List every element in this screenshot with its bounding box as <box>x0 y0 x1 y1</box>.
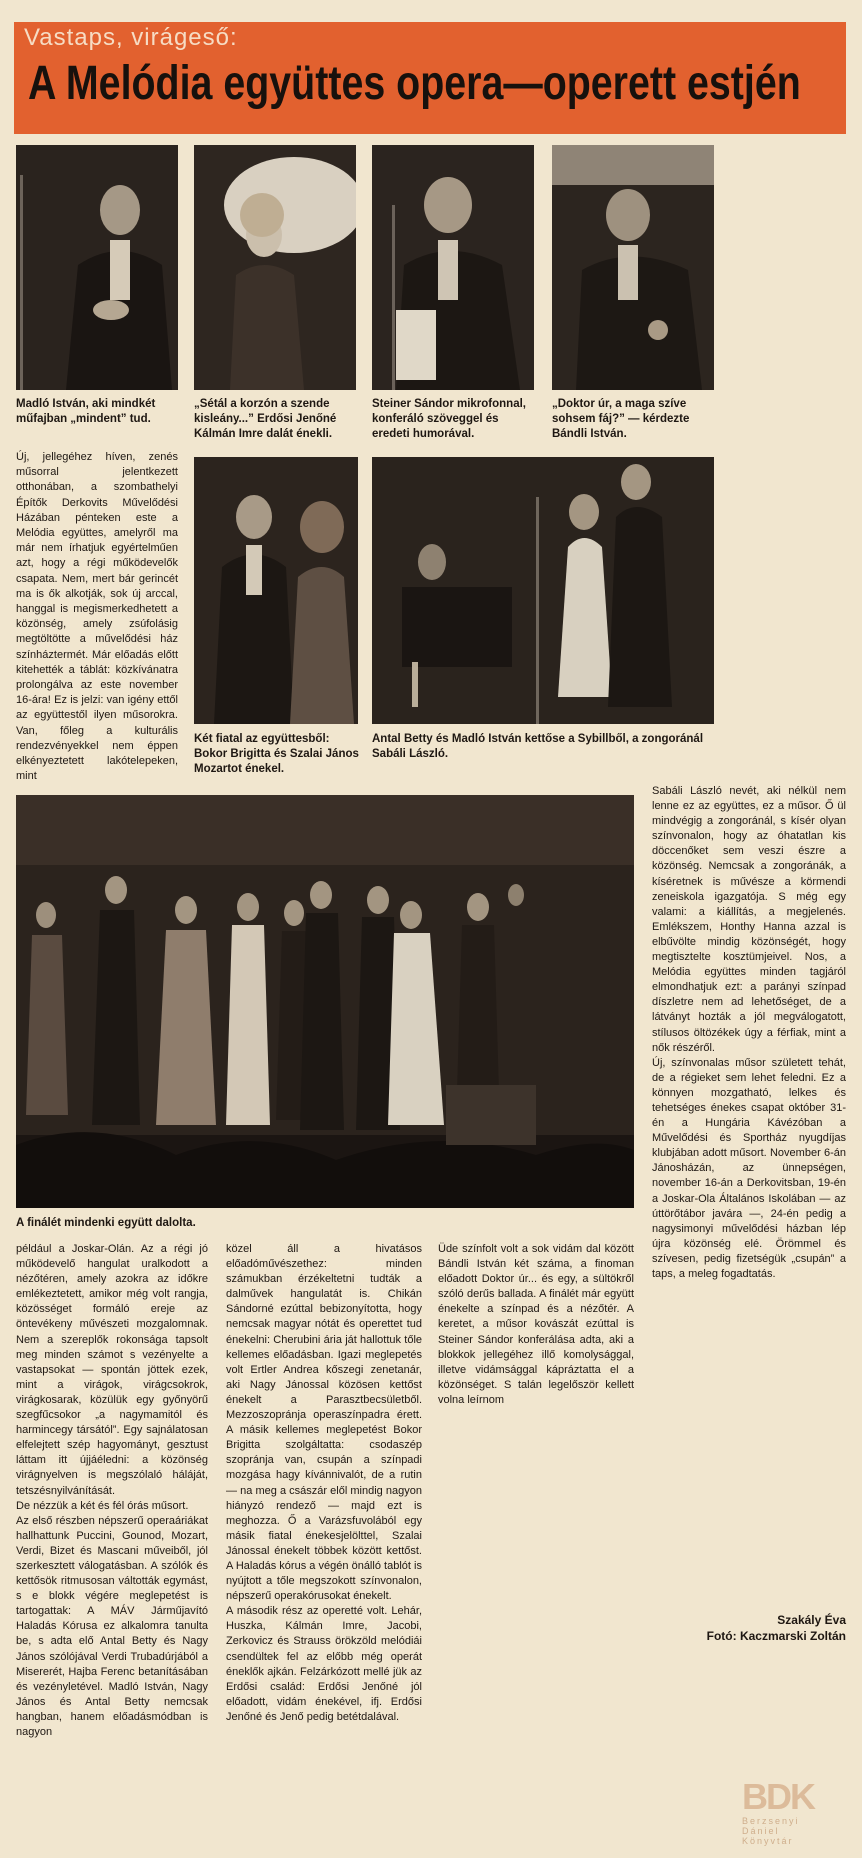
article-col1: például a Joskar-Olán. Az a régi jó működevelő hangulat uralkodott a nézőtéren, amely azokra az időkre emlékeztetett, amikor még volt rangja, közösséget formáló ereje az öntevékeny művészeti mozgalomnak. Nem a szereplők rokonsága tapsolt meg minden számot s vezényelte a vastapsokat — spontán jöttek ezek, mint a virágok, virágcsokrok, virágkosarak, közülük egy győnyörű szegfűcsokor „a nagymamitól és harmincegy társától”. Egy sajnálatosan elfelejtett szép hagyományt, gesztust láttam itt újjáéledni: a közönség virágnyelven is megszólaló háláját, tetszésnyilvánítását. De nézzük a két és fél órás műsort. Az első részben népszerű operaáriákat hallhattunk Puccini, Gounod, Mozart, Verdi, Bizet és Mascani műveiből, jól szerkesztett válogatásban. A szólók és kettősök ritmusosan váltották egymást, s e blokk végére meglepetést is tartogattak: A MÁV Járműjavító Haladás Kórusa ez alkalomra tanulta be, s adta elő Antal Betty és Nagy János szólójával Verdi Trubadúrjából a Misererét, Hajba Ferenc betanításában és vezényletével. Madló István, Nagy János és Antal Betty nemcsak hangban, hanem előadásmódban is nagyon <box>16 1243 208 1738</box>
article-intro: Új, jellegéhez híven, zenés műsorral jelentkezett otthonában, a szombathelyi Építők Derkovits Művelődési Házában pénteken este a Melódia együttes, amelyről ma már nem írhatjuk egyértelműen azt, hogy a régi működevelők csapata. Nem, mert bár gerincét ma is ők alkotják, sok új arccal, hanggal is megismerkedhetett a közönség, amely zsúfolásig megtöltötte a művelődési ház színháztermét. Már előadás előtt kitehették a táblát: közkívánatra prolongálva az este november 16-ára! Ez is jelzi: van igény ettől az együttestől ilyen műsorokra. Van, főleg a kulturális rendezvényekkel nem éppen elkényeztetett lakótelepeken, mint <box>16 451 178 783</box>
article-col3: Üde színfolt volt a sok vidám dal között Bándli István két száma, a finoman előadott Doktor úr... és egy, a sültökről szóló derűs ballada. A finálét már együtt énekelte a színpad és a nézőtér. A keretet, a műsor kovászát ezúttal is Steiner Sándor konferálása adta, aki a blokkok jellegéhez illő komolysággal, illetve vidámsággal kápráztatta el a közönséget. S talán legelőször kellett volna leírnom <box>438 1243 634 1406</box>
byline <box>640 1612 846 1644</box>
kicker: Vastaps, virágeső: <box>24 24 238 51</box>
photo-erdosi-jenone <box>194 145 356 390</box>
headline-banner <box>14 22 846 134</box>
article-col4: Sabáli László nevét, aki nélkül nem lenne ez az együttes, ez a műsor. Ő ül mindvégig a zongoránál, s kísér olyan színvonalon, hogy az óhatatlan kis döccenőket sem veszi észre a közönség. Nemcsak a zongoránák, a kíséretnek is művésze a körmendi zeneiskola igazgatója. S még egy valami: a kiállítás, a megjelenés. Emlékszem, Honthy Hanna azzal is elbűvölte mindig közönségét, hogy megtisztelte kosztümjeivel. Nos, a Melódia együttes minden tagjáról elmondhatjuk ezt: a parányi színpad díszletre nem ad lehetőséget, de a látványt hozták a jól megválogatott, stílusos öltözékek úgy a férfiak, mint a nők részéről. Új, színvonalas műsor született tehát, de a régieket sem lehet feledni. Ez a könnyen mozgatható, lelkes és tehetséges énekes csapat október 31-én a Hungária Kávézóban a Művelődési és Sportház nyugdíjas klubjában adott műsort. November 6-án Jánosházán, az ünnepségen, november 16-án a Derkovitsban, 19-én a Joskar-Ola Általános Iskolában — az úttörőtábor javára —, 24-én pedig a nagysimonyi művelődési házban lép újra közönség elé. Örömmel és szívesen, pedig fizetségük „csupán” a taps, a meleg fogadtatás. <box>652 785 846 1280</box>
photo-finale <box>16 795 634 1208</box>
caption-finale: A finálét mindenki együtt dalolta. <box>16 1217 196 1229</box>
byline-photo: Fotó: Kaczmarski Zoltán <box>706 1629 846 1643</box>
caption-steiner-sandor: Steiner Sándor mikrofonnal, konferáló szöveggel és eredeti humorával. <box>372 398 526 440</box>
photo-bokor-szalai <box>194 457 358 724</box>
photo-antal-madlo <box>372 457 714 724</box>
caption-antal-madlo: Antal Betty és Madló István kettőse a Sybillből, a zongoránál Sabáli László. <box>372 733 704 760</box>
caption-bandli-istvan: „Doktor úr, a maga szíve sohsem fáj?” — kérdezte Bándli István. <box>552 398 690 440</box>
library-logo-mark: BDK <box>742 1776 814 1817</box>
library-logo <box>742 1778 854 1848</box>
photo-madlo-istvan <box>16 145 178 390</box>
headline: A Melódia együttes opera—operett estjén <box>28 57 801 110</box>
photo-bandli-istvan <box>552 145 714 390</box>
byline-author: Szakály Éva <box>777 1613 846 1627</box>
caption-bokor-szalai: Két fiatal az együttesből: Bokor Brigitta és Szalai János Mozartot énekel. <box>194 733 359 775</box>
photo-steiner-sandor <box>372 145 534 390</box>
library-logo-line3: Könyvtár <box>742 1836 794 1846</box>
caption-erdosi-jenone: „Sétál a korzón a szende kisleány...” Erdősi Jenőné Kálmán Imre dalát énekli. <box>194 398 337 440</box>
library-logo-line1: Berzsenyi <box>742 1816 800 1826</box>
article-col2: közel áll a hivatásos előadóművészethez: minden számukban érzékeltetni tudták a dalművek hangulatát is. Chikán Sándorné ezúttal bebizonyította, hogy nemcsak magyar nótát és operettet tud énekelni: Cherubini ária ját hallottuk tőle kellemes előadásban. Igazi meglepetés volt Ertler Andrea kőszegi zenetanár, aki Nagy Jánossal közösen kettőst énekelt a Parasztbecsületből. Mezzoszopránja operaszínpadra érett. A másik kellemes meglepetést Bokor Brigitta szolgáltatta: csodaszép szopránja van, csupán a színpadi mozgása hagy kívánnivalót, de a rutin — na meg a császár elől mindig nagyon hiányzó rendező — majd ezt is meghozza. Ő a Varázsfuvolából egy másik fiatal énekesjelölttel, Szalai Jánossal énekelt többek között kettőst. A Haladás kórus a végén önálló tablót is nyújtott a tőle megszokott színvonalon, népszerű operakórusokat énekelt. A második rész az operetté volt. Lehár, Huszka, Kálmán Imre, Jacobi, Zerkovicz és Strauss örökzöld melódiái csendültek fel az előbb még operát éneklők ajkán. Felzárkózott mellé jük az Erdősi család: Erdősi Jenőné jól előadott, vidám énekével, ifj. Erdősi Jenőné és Jenő pedig betétdalával. <box>226 1243 422 1723</box>
caption-madlo-istvan: Madló István, aki mindkét műfajban „mindent” tud. <box>16 398 156 425</box>
library-logo-line2: Dániel <box>742 1826 780 1836</box>
